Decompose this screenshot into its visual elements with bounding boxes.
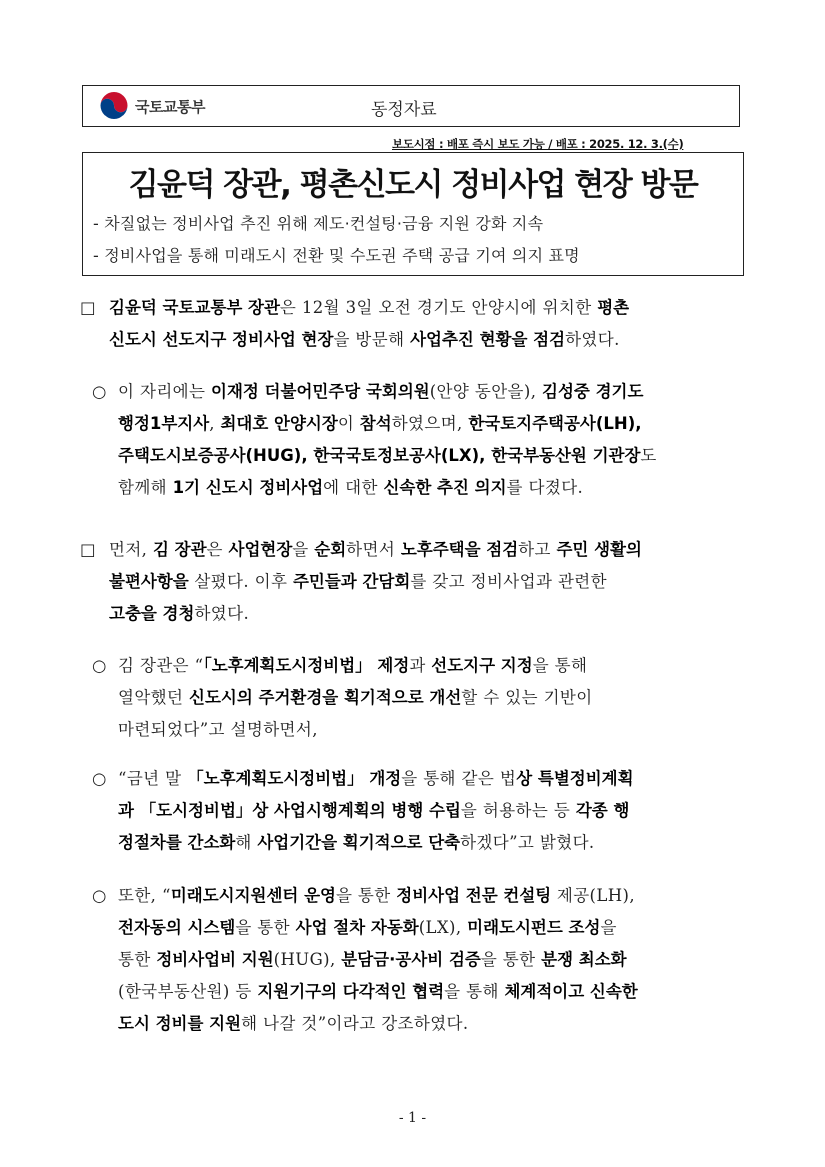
body-text: 을 허용하는 등 [460, 801, 576, 820]
emphasized-text: 선도지구 지정 [431, 656, 533, 675]
paragraph-line [118, 650, 750, 682]
circle-bullet-icon: ○ [92, 656, 107, 675]
emphasized-text: 주택도시보증공사(HUG), 한국국토정보공사(LX), 한국부동산원 기관장 [118, 446, 641, 465]
body-text: 이 [337, 414, 360, 433]
paragraph [109, 534, 749, 630]
body-text: 과 [409, 656, 432, 675]
emphasized-text: 사업추진 현황을 점검 [410, 330, 566, 349]
body-text: 먼저, [109, 540, 153, 559]
body-text: 을 [292, 540, 315, 559]
body-text: 하고 [518, 540, 557, 559]
body-text: 을 [600, 918, 617, 937]
paragraph-line [118, 944, 750, 976]
emphasized-text: 신도시 선도지구 정비사업 현장 [109, 330, 334, 349]
body-text: 을 통한 [235, 918, 296, 937]
emphasized-text: 「노후계획도시정비법」 제정 [203, 656, 410, 675]
body-text: 하겠다”고 밝혔다. [460, 833, 595, 852]
emphasized-text: 전자동의 시스템 [118, 918, 236, 937]
paragraph-line [118, 376, 750, 408]
subtitle: - 정비사업을 통해 미래도시 전환 및 수도권 주택 공급 기여 의지 표명 [93, 246, 580, 265]
paragraph-line [109, 324, 749, 356]
emphasized-text: 신도시의 주거환경을 획기적으로 개선 [189, 688, 462, 707]
header-box [82, 85, 740, 127]
body-text: 함께해 [118, 478, 173, 497]
body-text: (한국부동산원) 등 [118, 982, 258, 1001]
body-text: 에 대한 [323, 478, 384, 497]
body-text: 제공(LH), [551, 886, 636, 905]
emphasized-text: 주민 생활의 [556, 540, 642, 559]
emphasized-text: 최대호 안양시장 [220, 414, 338, 433]
paragraph [118, 763, 750, 859]
title-box [82, 152, 744, 276]
body-text: , [209, 414, 221, 433]
body-text: 해 나갈 것”이라고 강조하였다. [241, 1014, 469, 1033]
body-text: 을 통해 [444, 982, 505, 1001]
body-text: 하였으며, [391, 414, 469, 433]
body-text: “금년 말 [118, 769, 188, 788]
emphasized-text: 참석 [359, 414, 392, 433]
paragraph-line [118, 912, 750, 944]
paragraph-line [118, 440, 750, 472]
paragraph-line [118, 408, 750, 440]
page-number: - 1 - [398, 1110, 427, 1126]
body-text: 을 통해 같은 법 [401, 769, 517, 788]
body-text: 은 12월 3일 오전 경기도 안양시에 위치한 [279, 298, 598, 317]
emphasized-text: 한국토지주택공사(LH), [468, 414, 642, 433]
body-text: 을 방문해 [333, 330, 411, 349]
paragraph [109, 292, 749, 356]
body-text: 하였다. [194, 604, 250, 623]
circle-bullet-icon: ○ [92, 886, 107, 905]
emphasized-text: 분쟁 최소화 [541, 950, 627, 969]
paragraph-line [109, 598, 749, 630]
paragraph-line [118, 976, 750, 1008]
paragraph-line [118, 1008, 750, 1040]
emphasized-text: 사업현장 [228, 540, 293, 559]
emphasized-text: 각종 행 [575, 801, 630, 820]
emphasized-text: 1기 신도시 정비사업 [172, 478, 324, 497]
emphasized-text: 정비사업비 지원 [156, 950, 274, 969]
page-title: 김윤덕 장관, 평촌신도시 정비사업 현장 방문 [128, 167, 698, 203]
paragraph-line [109, 292, 749, 324]
emphasized-text: 미래도시지원센터 운영 [170, 886, 336, 905]
paragraph-line [118, 827, 750, 859]
emphasized-text: 정비사업 전문 컨설팅 [396, 886, 552, 905]
emphasized-text: 평촌 [597, 298, 630, 317]
ministry-name: 국토교통부 [135, 98, 205, 116]
paragraph-line [118, 714, 750, 746]
body-text: 마련되었다”고 설명하면서, [118, 720, 318, 739]
subtitle: - 차질없는 정비사업 추진 위해 제도·컨설팅·금융 지원 강화 지속 [93, 214, 544, 233]
paragraph [118, 376, 750, 504]
paragraph-line [118, 795, 750, 827]
body-text: 해 [235, 833, 258, 852]
body-text: 도 [640, 446, 657, 465]
square-bullet-icon: □ [80, 298, 96, 317]
document-type: 동정자료 [371, 100, 437, 120]
body-text: 열악했던 [118, 688, 190, 707]
emphasized-text: 과 「도시정비법」상 사업시행계획의 병행 수립 [118, 801, 461, 820]
paragraph [118, 880, 750, 1040]
body-text: 할 수 있는 기반이 [461, 688, 593, 707]
body-text: 은 [206, 540, 229, 559]
emphasized-text: 체계적이고 신속한 [504, 982, 638, 1001]
body-text: (LX), [418, 918, 468, 937]
emphasized-text: 순회 [314, 540, 347, 559]
body-text: 통한 [118, 950, 157, 969]
paragraph-line [118, 880, 750, 912]
body-text: 김 장관은 “ [118, 656, 204, 675]
circle-bullet-icon: ○ [92, 382, 107, 401]
body-text: 을 통한 [480, 950, 542, 969]
emphasized-text: 미래도시펀드 조성 [467, 918, 601, 937]
emphasized-text: 사업기간을 획기적으로 단축 [257, 833, 461, 852]
emphasized-text: 불편사항을 [109, 572, 189, 591]
body-text: 를 다졌다. [506, 478, 584, 497]
emphasized-text: 김성중 경기도 [542, 382, 644, 401]
emphasized-text: 고충을 경청 [109, 604, 195, 623]
paragraph-line [118, 682, 750, 714]
body-text: 하였다. [565, 330, 620, 349]
circle-bullet-icon: ○ [92, 769, 107, 788]
paragraph-line [118, 472, 750, 504]
body-text: 을 통해 [532, 656, 588, 675]
emphasized-text: 김윤덕 국토교통부 장관 [109, 298, 280, 317]
emphasized-text: 노후주택을 점검 [400, 540, 519, 559]
square-bullet-icon: □ [80, 540, 96, 559]
emphasized-text: 「노후계획도시정비법」 개정 [187, 769, 402, 788]
emphasized-text: 이재정 더불어민주당 국회의원 [211, 382, 430, 401]
body-text: 하면서 [346, 540, 401, 559]
paragraph-line [118, 763, 750, 795]
paragraph [118, 650, 750, 746]
emphasized-text: 도시 정비를 지원 [118, 1014, 242, 1033]
paragraph-line [109, 534, 749, 566]
emphasized-text: 상 특별정비계획 [516, 769, 634, 788]
body-text: (안양 동안을), [429, 382, 543, 401]
paragraph-line [109, 566, 749, 598]
body-text: 또한, “ [118, 886, 171, 905]
body-text: 이 자리에는 [118, 382, 211, 401]
body-text: 를 갖고 정비사업과 관련한 [410, 572, 607, 591]
emphasized-text: 신속한 추진 의지 [383, 478, 507, 497]
release-info: 보도시점 : 배포 즉시 보도 가능 / 배포 : 2025. 12. 3.(수) [392, 137, 684, 151]
emphasized-text: 행정1부지사 [118, 414, 210, 433]
body-text: 을 통한 [335, 886, 397, 905]
emphasized-text: 사업 절차 자동화 [295, 918, 419, 937]
government-emblem-icon [99, 92, 129, 122]
emphasized-text: 주민들과 간담회 [292, 572, 411, 591]
emphasized-text: 정절차를 간소화 [118, 833, 236, 852]
emphasized-text: 분담금·공사비 검증 [341, 950, 481, 969]
emphasized-text: 지원기구의 다각적인 협력 [257, 982, 445, 1001]
body-text: (HUG), [273, 950, 342, 969]
body-text: 살폈다. 이후 [188, 572, 293, 591]
emphasized-text: 김 장관 [152, 540, 207, 559]
